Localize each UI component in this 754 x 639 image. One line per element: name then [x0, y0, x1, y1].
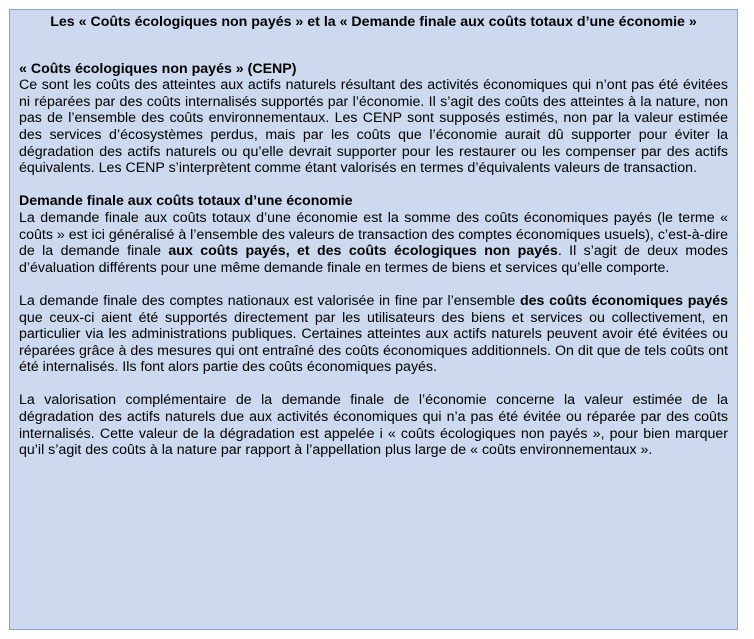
section-demande-paragraph-3: La valorisation complémentaire de la demande finale de l’économie concerne la valeur estimée de la dégradation des actifs naturels due aux activités économiques qui n’a pas été évitée ou réparée par des coûts internalisés. Cette valeur de la dégradation est appelée i « coûts écologiques non payés », pour bien marquer qu’il s’agit des coûts à la nature par rapport à l’appellation plus large de « coûts environnementaux ». [19, 392, 728, 459]
paragraph-text: La demande finale des comptes nationaux est valorisée in fine par l’ensemble [19, 292, 520, 309]
section-demande-paragraph-1 [19, 210, 728, 276]
spacer [19, 31, 728, 61]
section-demande-paragraph-2 [19, 293, 728, 376]
text-box [9, 9, 738, 630]
paragraph-text: . Il s’agit de deux modes d’évaluation différents pour une même demande finale en termes de biens et services qu’elle comporte. [19, 243, 728, 276]
paragraph-bold-text: des coûts économiques payés [519, 292, 728, 309]
paragraph-bold-text: aux coûts payés, et des coûts écologiques non payés [168, 243, 558, 260]
section-cenp-text: Ce sont les coûts des atteintes aux actifs naturels résultant des activités économiques qui n’ont pas été évitées ni réparées par des coûts internalisés supportés par l’économie. Il s’agit des coûts des atteintes à la nature, non pas de l’ensemble des coûts environnementaux. Les CENP sont supposés estimés, non par la valeur estimée des services d’écosystèmes perdus, mais par les coûts que l’économie aurait dû supporter pour éviter la dégradation des actifs naturels ou qu’elle devrait supporter pour les restaurer ou les compenser par des actifs équivalents. Les CENP s’interprètent comme étant valorisés en termes d’équivalents valeurs de transaction. [19, 77, 728, 177]
spacer [19, 376, 728, 393]
section-cenp-heading: « Coûts écologiques non payés » (CENP) [19, 60, 297, 77]
box-title: Les « Coûts écologiques non payés » et la « Demande finale aux coûts totaux d’une économie » [50, 14, 697, 30]
spacer [19, 177, 728, 194]
paragraph-text: La demande finale aux coûts totaux d’une économie est la somme des coûts économiques payés (le terme « coûts » est ici généralisé à l’ensemble des valeurs de transaction des comptes économiques usuels), c’est-à-dire de la demande finale [19, 209, 728, 260]
section-demande-heading: Demande finale aux coûts totaux d’une économie [19, 193, 353, 210]
spacer [19, 276, 728, 293]
paragraph-text: que ceux-ci aient été supportés directement par les utilisateurs des biens et services ou collectivement, en particulier via les administrations publiques. Certaines atteintes aux actifs naturels peuvent avoir été évitées ou réparées grâce à des mesures qui ont entraîné des coûts économiques additionnels. On dit que de tels coûts ont été internalisés. Ils font alors partie des coûts économiques payés. [19, 309, 728, 376]
